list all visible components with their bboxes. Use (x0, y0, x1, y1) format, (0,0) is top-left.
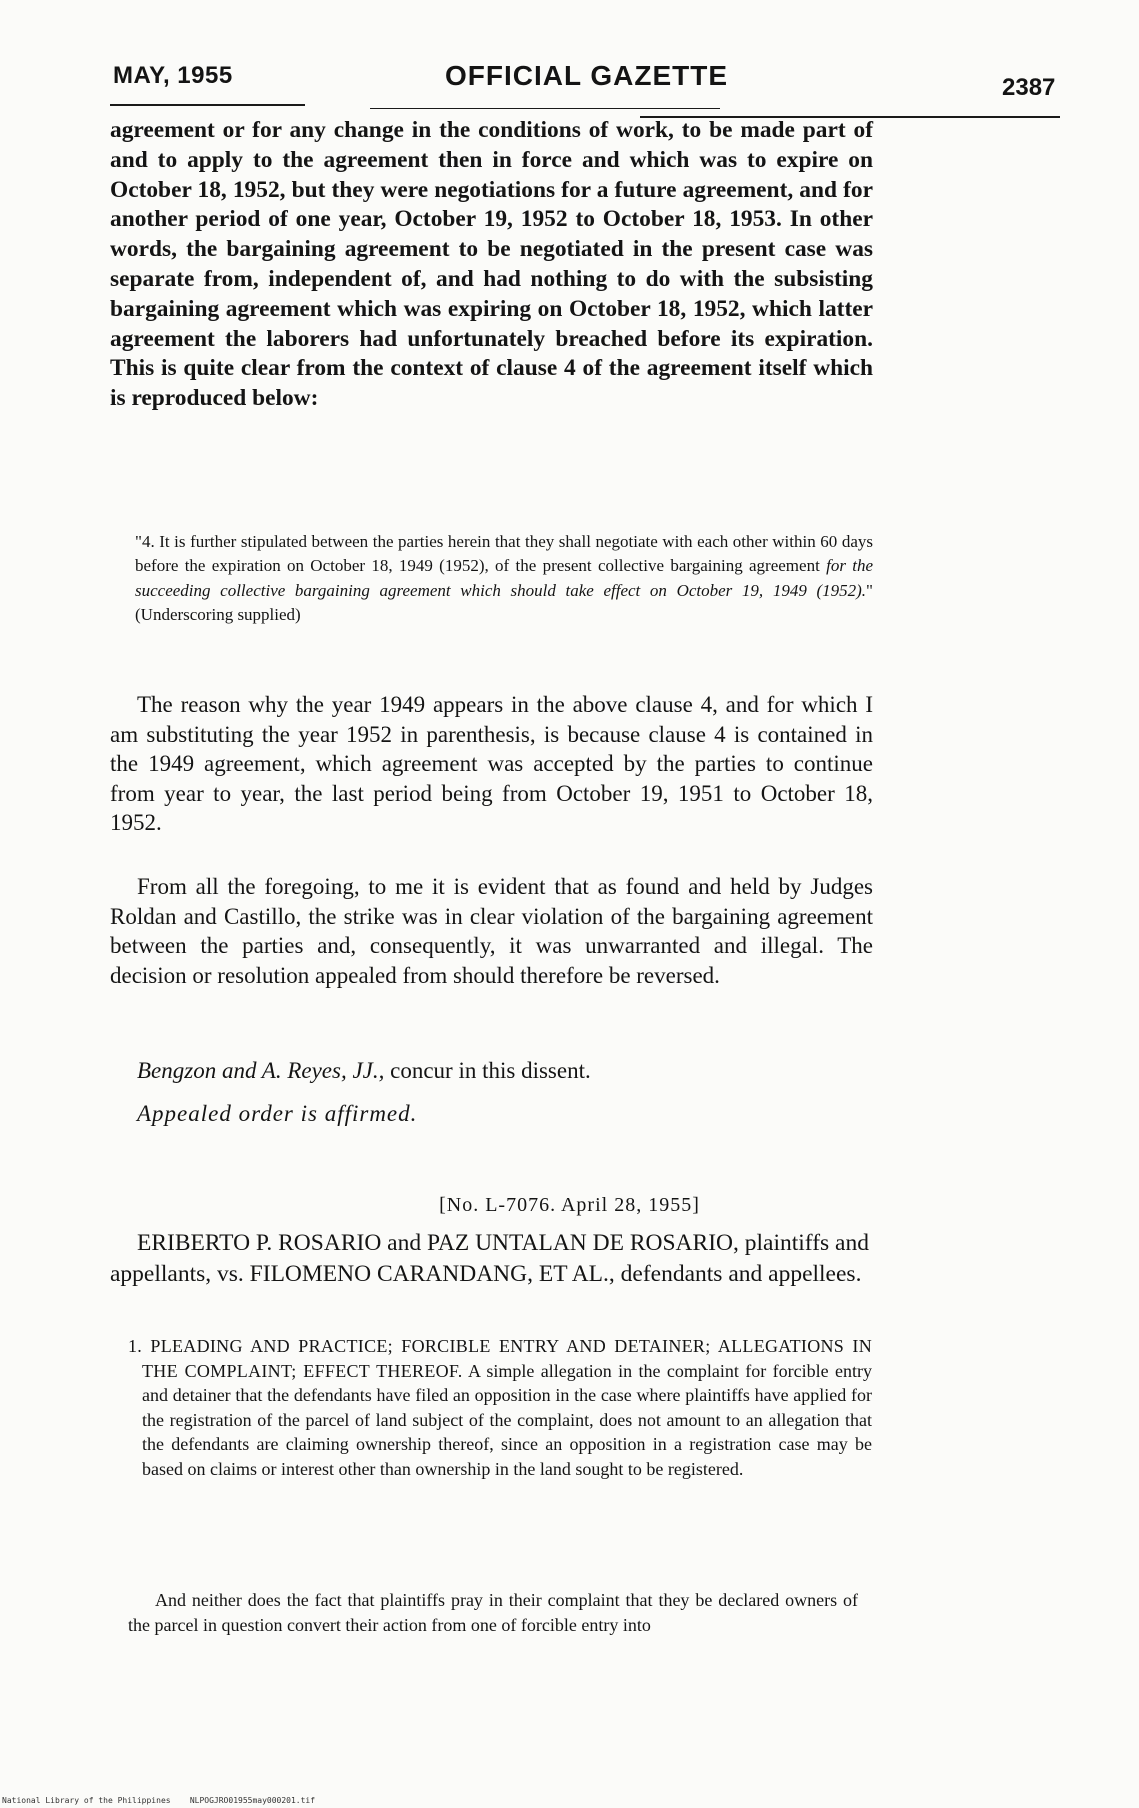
quoted-clause-4 (135, 530, 873, 628)
quote-underscored: for the succeeding collective bargaining agreement which should take effect on October 19, 1949 (1952). (135, 556, 873, 600)
quote-closing: " (Underscoring supplied) (135, 580, 873, 625)
header-date: MAY, 1955 (113, 62, 233, 89)
scan-footer: National Library of the Philippines NLPOGJRO01955may000201.tif (2, 1796, 316, 1805)
paragraph-conclusion: From all the foregoing, to me it is evident that as found and held by Judges Roldan and Castillo, the strike was in clear violation of the bargaining agreement between the parties and, consequently, it was unwarranted and illegal. The decision or resolution appealed from should therefore be reversed. (110, 874, 873, 988)
syllabus-text-1: A simple allegation in the complaint for forcible entry and detainer that the defendants have filed an opposition in the case where plaintiffs have applied for the registration of the parcel of land subject of the complaint, does not amount to an allegation that the defendants are claiming ownership thereof, since an opposition in a registration case may be based on claims or interest other than ownership in the land sought to be registered. (142, 1360, 872, 1479)
header-rule-left (110, 104, 305, 106)
quote-opening: "4. It is further stipulated between the parties herein that they shall negotiate with each other within 60 days before the expiration on October 18, 1949 (1952), of the present collective bargaining agreement (135, 532, 873, 576)
page-number: 2387 (1002, 74, 1056, 101)
header-title: OFFICIAL GAZETTE (445, 60, 729, 91)
paragraph-year-explanation: The reason why the year 1949 appears in the above clause 4, and for which I am substituting the year 1952 in parenthesis, is because clause 4 is contained in the 1949 agreement, which agreement was accepted by the parties to continue from year to year, the last period being from October 19, 1951 to October 18, 1952. (110, 692, 873, 835)
disposition: Appealed order is affirmed. (137, 1101, 418, 1126)
syllabus-paragraph-2: And neither does the fact that plaintiffs pray in their complaint that they be declared owners of the parcel in question convert their action from one of forcible entry into (128, 1590, 858, 1635)
case-number: [No. L-7076. April 28, 1955] (439, 1194, 700, 1216)
header-rule-center (370, 108, 720, 109)
syllabus-heading: 1. PLEADING AND PRACTICE; FORCIBLE ENTRY AND DETAINER; ALLEGATIONS IN THE COMPLAINT; EFFECT THEREOF. (128, 1336, 872, 1381)
concurring-justices: Bengzon and A. Reyes, JJ., (137, 1058, 385, 1083)
concurrence-text: concur in this dissent. (384, 1058, 591, 1083)
case-title: ERIBERTO P. ROSARIO and PAZ UNTALAN DE ROSARIO, plaintiffs and appellants, vs. FILOMENO CARANDANG, ET AL., defendants and appellees. (110, 1230, 869, 1287)
paragraph-agreement-context: agreement or for any change in the conditions of work, to be made part of and to apply to the agreement then in force and which was to expire on October 18, 1952, but they were negotiations for a future agreement, and for another period of one year, October 19, 1952 to October 18, 1953. In other words, the bargaining agreement to be negotiated in the present case was separate from, independent of, and had nothing to do with the subsisting bargaining agreement which was expiring on October 18, 1952, which latter agreement the laborers had unfortunately breached before its expiration. This is quite clear from the context of clause 4 of the agreement itself which is reproduced below: (110, 117, 873, 412)
concurrence-line (137, 1058, 591, 1084)
running-head (0, 52, 1139, 102)
syllabus-paragraph-1 (128, 1334, 872, 1482)
